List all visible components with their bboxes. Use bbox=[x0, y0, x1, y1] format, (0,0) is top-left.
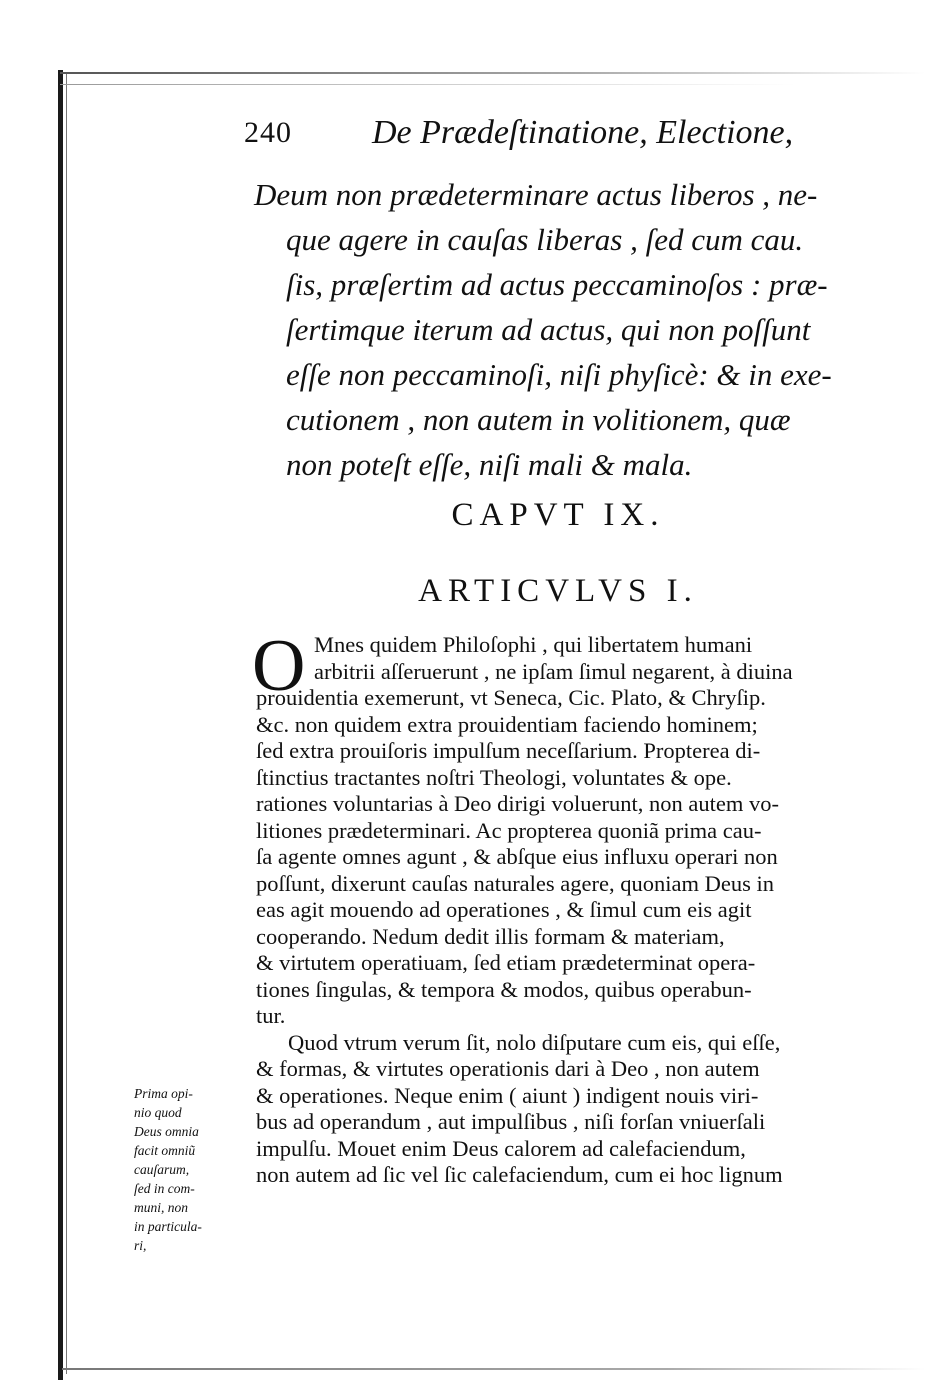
body-line: & formas, & virtutes operationis dari à Deo , non autem bbox=[256, 1056, 760, 1081]
body-line: cooperando. Nedum dedit illis formam & materiam, bbox=[256, 923, 725, 949]
body-line: bus ad operandum , aut impulſibus , niſi forſan vniuerſali bbox=[256, 1109, 766, 1134]
running-head bbox=[244, 108, 844, 158]
body-line: ſtinctius tractantes noſtri Theologi, voluntates & ope. bbox=[256, 764, 732, 790]
italic-line: non poteſt eſſe, niſi mali & mala. bbox=[286, 447, 693, 482]
margin-note-line: cauſarum, bbox=[134, 1162, 190, 1177]
margin-note-line: ſed in com- bbox=[134, 1181, 195, 1196]
body-line: tur. bbox=[256, 1003, 286, 1028]
italic-passage bbox=[254, 172, 894, 487]
body-line: ſed extra prouiſoris impulſum neceſſarium. Propterea di- bbox=[256, 738, 761, 763]
margin-note-line: muni, non bbox=[134, 1200, 188, 1215]
body-line: eas agit mouendo ad operationes , & ſimul cum eis agit bbox=[256, 897, 752, 922]
scan-edge-left-inner bbox=[66, 74, 67, 1374]
body-line: rationes voluntarias à Deo dirigi voluerunt, non autem vo- bbox=[256, 791, 779, 816]
body-line: & operationes. Neque enim ( aiunt ) indigent nouis viri- bbox=[256, 1082, 759, 1108]
body-line: tiones ſingulas, & tempora & modos, quibus operabun- bbox=[256, 976, 752, 1002]
scan-edge-top bbox=[60, 72, 925, 74]
article-heading: ARTICVLVS I. bbox=[418, 573, 698, 609]
chapter-heading: CAPVT IX. bbox=[451, 497, 665, 533]
body-line: poſſunt, dixerunt cauſas naturales agere, quoniam Deus in bbox=[256, 870, 774, 896]
italic-line: ſertimque iterum ad actus, qui non poſſunt bbox=[286, 312, 811, 347]
italic-line: que agere in cauſas liberas , ſed cum cau. bbox=[286, 222, 804, 257]
scan-edge-bottom bbox=[62, 1368, 925, 1370]
scan-edge-left bbox=[58, 70, 63, 1380]
page-number: 240 bbox=[244, 116, 292, 149]
margin-note-line: nio quod bbox=[134, 1105, 182, 1120]
body-line: Quod vtrum verum ſit, nolo diſputare cum eis, qui eſſe, bbox=[288, 1029, 781, 1055]
body-line: impulſu. Mouet enim Deus calorem ad calefaciendum, bbox=[256, 1135, 746, 1161]
body-line: non autem ad ſic vel ſic calefaciendum, cum ei hoc lignum bbox=[256, 1162, 783, 1187]
margin-note-line: ri, bbox=[134, 1238, 147, 1253]
body-line: &c. non quidem extra prouidentiam faciendo hominem; bbox=[256, 711, 758, 737]
margin-note-line: Prima opi- bbox=[134, 1086, 193, 1101]
body-text bbox=[252, 625, 881, 1189]
italic-line: cutionem , non autem in volitionem, quæ bbox=[286, 402, 791, 437]
body-line: ſa agente omnes agunt , & abſque eius influxu operari non bbox=[256, 844, 778, 869]
drop-cap: O bbox=[252, 625, 306, 707]
body-line: arbitrii aſſeruerunt , ne ipſam ſimul negarent, à diuina bbox=[314, 658, 793, 684]
running-title: De Prædeſtinatione, Electione, bbox=[372, 114, 794, 151]
margin-note-line: in particula- bbox=[134, 1219, 202, 1234]
italic-line: eſſe non peccaminoſi, niſi phyſicè: & in exe- bbox=[286, 357, 832, 392]
body-line: litiones prædeterminari. Ac propterea quoniã prima cau- bbox=[256, 817, 762, 843]
margin-note-line: Deus omnia bbox=[134, 1124, 199, 1139]
margin-note bbox=[134, 1084, 252, 1255]
italic-line: ſis, præſertim ad actus peccaminoſos : præ- bbox=[286, 267, 828, 302]
margin-note-line: facit omniũ bbox=[134, 1143, 196, 1158]
body-line: & virtutem operatiuam, ſed etiam prædeterminat opera- bbox=[256, 950, 756, 975]
scan-edge-top-secondary bbox=[60, 84, 925, 85]
body-line: prouidentia exemerunt, vt Seneca, Cic. Plato, & Chryſip. bbox=[256, 685, 766, 710]
body-line: Mnes quidem Philoſophi , qui libertatem humani bbox=[314, 632, 753, 657]
italic-line: Deum non prædeterminare actus liberos , ne- bbox=[254, 177, 818, 212]
